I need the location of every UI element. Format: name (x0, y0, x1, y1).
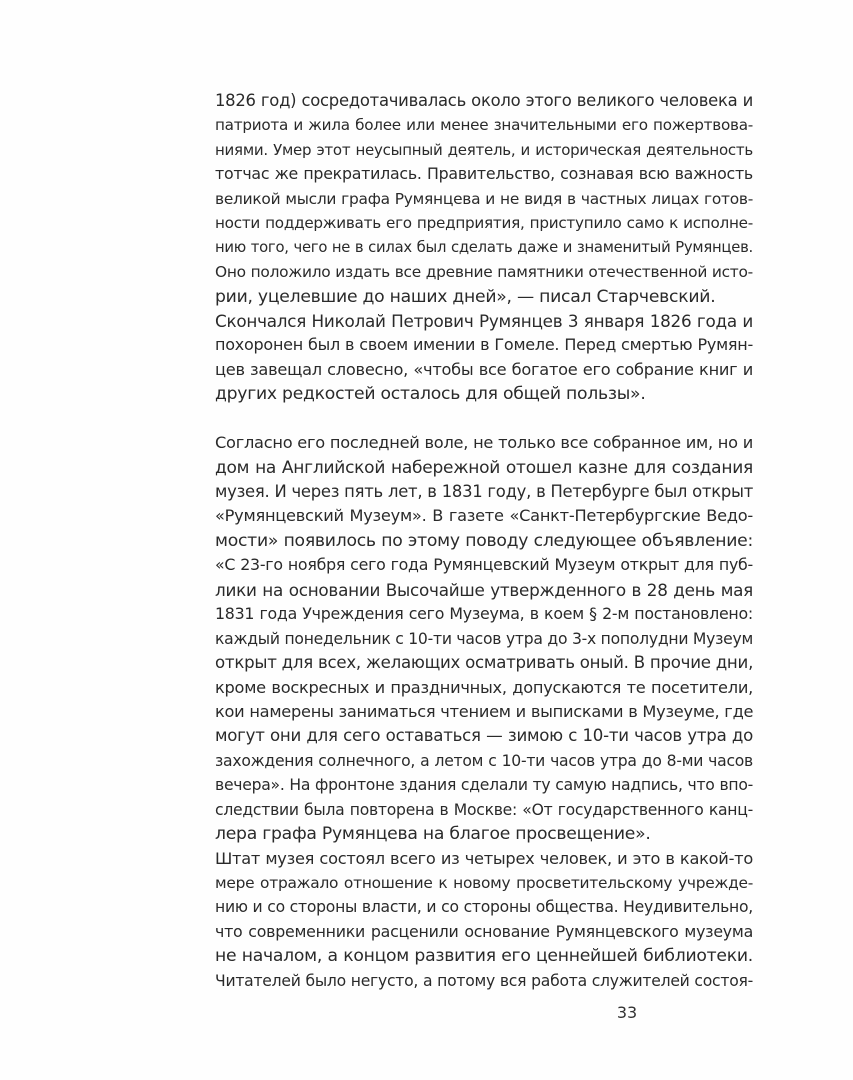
text-line: лики на основании Высочайше утвержденного в 28 день мая (215, 579, 753, 600)
text-line: ниями. Умер этот неусыпный деятель, и историческая деятельность (215, 140, 753, 159)
text-line: нию того, чего не в силах был сделать даже и знаменитый Румянцев. (215, 238, 753, 256)
text-line: 1831 года Учреждения сего Музеума, в коем § 2-м постановлено: (215, 604, 753, 624)
text-line: Штат музея состоял всего из четырех человек, и это в какой-то (215, 848, 753, 868)
text-line: захождения солнечного, а летом с 10-ти часов утра до 8-ми часов (215, 751, 753, 770)
paragraph-1 (215, 89, 753, 309)
text-line: кои намерены заниматься чтением и выписками в Музеуме, где (215, 701, 754, 721)
text-line: рии, уцелевшие до наших дней», — писал Старчевский. (215, 286, 716, 307)
text-line: «С 23-го ноября сего года Румянцевский Музеум открыт для пуб- (215, 555, 753, 575)
text-line: кроме воскресных и праздничных, допускаются те посетители, (215, 677, 753, 697)
text-line: нию и со стороны власти, и со стороны общества. Неудивительно, (215, 898, 753, 917)
paragraph-3 (215, 431, 753, 846)
text-line: следствии была повторена в Москве: «От государственного канц- (215, 800, 753, 819)
text-line: мере отражало отношение к новому просветительскому учрежде- (215, 874, 753, 892)
text-line: 1826 год) сосредотачивалась около этого великого человека и (215, 91, 753, 110)
text-line: Согласно его последней воле, не только все собранное им, но и (215, 433, 753, 453)
text-line: «Румянцевский Музеум». В газете «Санкт-Петербургские Ведо- (215, 506, 753, 526)
text-line: похоронен был в своем имении в Гомеле. Перед смертью Румян- (215, 335, 753, 355)
text-line: Читателей было негусто, а потому вся работа служителей состоя- (215, 971, 753, 990)
text-line: других редкостей осталось для общей пользы». (215, 384, 646, 405)
paragraph-spacer (215, 407, 753, 431)
text-line: музея. И через пять лет, в 1831 году, в Петербурге был открыт (215, 482, 753, 501)
text-line: мости» появилось по этому поводу следующее объявление: (215, 530, 753, 551)
page-number: 33 (616, 1003, 638, 1022)
text-line: что современники расценили основание Румянцевского музеума (215, 921, 753, 941)
text-line: не началом, а концом развития его ценнейшей библиотеки. (215, 946, 753, 967)
paragraph-4 (215, 847, 753, 994)
text-line: дом на Английской набережной отошел казне для создания (215, 457, 753, 478)
text-line: ности поддерживать его предприятия, приступило само к исполне- (215, 214, 753, 233)
text-line: лера графа Румянцева на благое просвещение». (215, 824, 651, 845)
text-line: могут они для сего оставаться — зимою с 10-ти часов утра до (215, 726, 753, 746)
text-line: Скончался Николай Петрович Румянцев 3 января 1826 года и (215, 310, 753, 331)
text-line: каждый понедельник с 10-ти часов утра до 3-х пополудни Музеум (215, 629, 753, 648)
text-line: тотчас же прекратилась. Правительство, сознавая всю важность (215, 164, 753, 184)
text-line: Оно положило издать все древние памятники отечественной исто- (215, 263, 753, 282)
text-line: цев завещал словесно, «чтобы все богатое его собрание книг и (215, 359, 753, 379)
text-line: вечера». На фронтоне здания сделали ту самую надпись, что впо- (215, 776, 753, 795)
text-line: великой мысли графа Румянцева и не видя в частных лицах готов- (215, 189, 753, 208)
text-column (215, 89, 753, 993)
paragraph-2 (215, 309, 753, 407)
text-line: открыт для всех, желающих осматривать оный. В прочие дни, (215, 653, 754, 673)
text-line: патриота и жила более или менее значительными его пожертвова- (215, 116, 753, 135)
